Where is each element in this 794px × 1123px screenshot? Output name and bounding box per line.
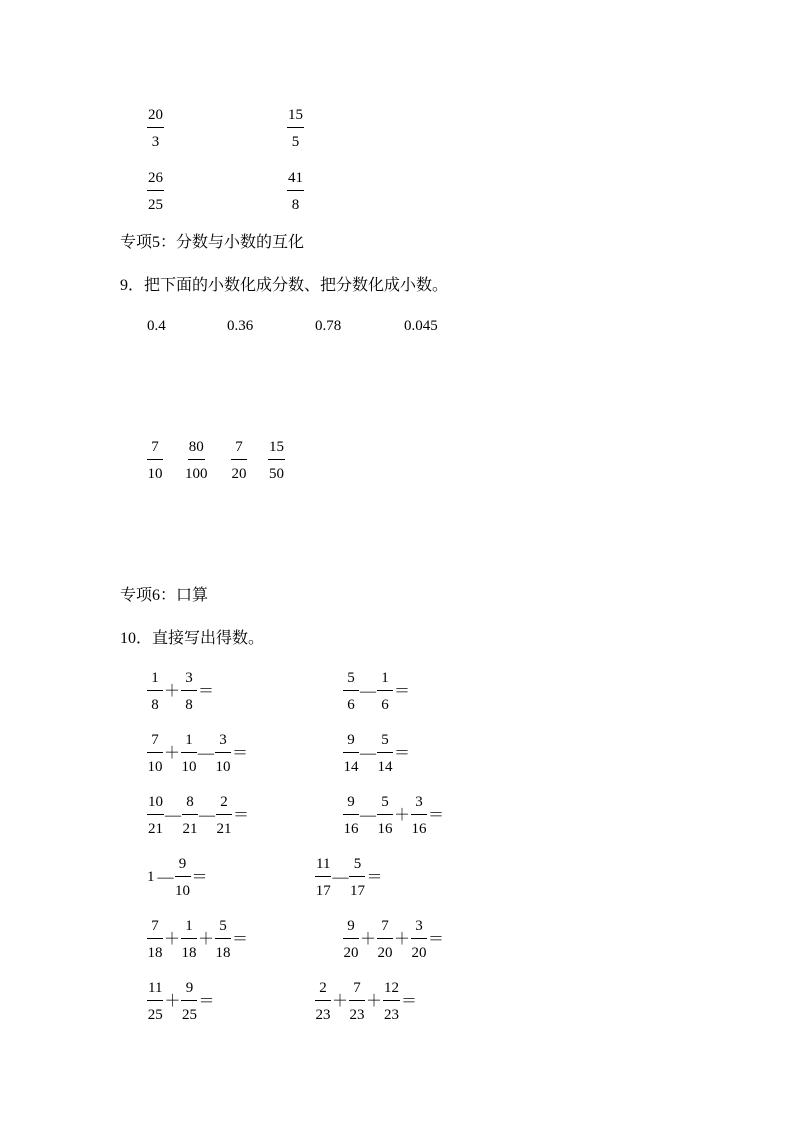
operator: ＋	[366, 992, 383, 1010]
numerator: 9	[181, 979, 197, 1001]
operator: ＋	[198, 930, 215, 948]
fraction	[383, 979, 400, 1024]
denominator: 3	[151, 134, 160, 150]
denominator: 5	[291, 134, 300, 150]
fraction-item	[268, 438, 285, 483]
operator: ＝	[232, 930, 249, 948]
denominator: 14	[377, 759, 393, 775]
denominator: 10	[147, 466, 163, 482]
question-9: 9．把下面的小数化成分数、把分数化成小数。	[120, 277, 449, 294]
numerator: 7	[147, 438, 163, 460]
fraction	[377, 731, 393, 776]
whole-number: 1	[147, 869, 155, 885]
fraction	[181, 979, 197, 1024]
denominator: 16	[411, 821, 427, 837]
fraction	[377, 917, 393, 962]
operator: ＋	[164, 744, 181, 762]
fraction	[147, 731, 163, 776]
operator: ＝	[366, 868, 383, 886]
operator: ＝	[428, 806, 445, 824]
numerator: 8	[182, 793, 198, 815]
denominator: 20	[343, 945, 359, 961]
fraction	[215, 731, 231, 776]
denominator: 16	[377, 821, 393, 837]
denominator: 21	[182, 821, 198, 837]
operator: ＝	[198, 992, 215, 1010]
fraction	[411, 917, 427, 962]
denominator: 20	[377, 945, 393, 961]
denominator: 21	[148, 821, 163, 837]
fraction	[182, 793, 198, 838]
denominator: 8	[151, 697, 159, 713]
fraction	[343, 917, 359, 962]
fraction	[315, 979, 331, 1024]
operator: ＝	[401, 992, 418, 1010]
operator: ＝	[428, 930, 445, 948]
operator: ＋	[164, 930, 181, 948]
section5-title: 专项5：分数与小数的互化	[120, 234, 305, 251]
fraction	[147, 979, 163, 1024]
fraction	[315, 855, 331, 900]
denominator: 25	[147, 1007, 163, 1023]
denominator: 10	[215, 759, 231, 775]
numerator: 9	[343, 731, 359, 753]
expression-9	[147, 917, 249, 962]
expression-1	[147, 669, 215, 714]
operator: ＋	[332, 992, 349, 1010]
expression-2	[343, 669, 411, 714]
numerator: 5	[343, 669, 359, 691]
numerator: 9	[175, 855, 191, 877]
numerator: 11	[147, 979, 163, 1001]
numerator: 1	[181, 731, 197, 753]
decimal-item: 0.78	[315, 318, 342, 334]
fraction	[147, 793, 164, 838]
expression-11	[147, 979, 215, 1024]
operator: —	[198, 744, 215, 762]
numerator: 1	[181, 917, 197, 939]
operator: ＝	[232, 744, 249, 762]
operator: —	[199, 806, 215, 824]
denominator: 14	[343, 759, 359, 775]
numerator: 5	[377, 793, 393, 815]
decimal-item: 0.4	[147, 318, 166, 334]
expression-4	[343, 731, 411, 776]
denominator: 18	[215, 945, 231, 961]
operator: ＋	[164, 682, 181, 700]
denominator: 20	[231, 466, 247, 482]
denominator: 23	[349, 1007, 365, 1023]
denominator: 21	[216, 821, 232, 837]
fraction-item	[231, 438, 247, 483]
numerator: 5	[215, 917, 231, 939]
fraction	[181, 731, 197, 776]
numerator: 11	[315, 855, 331, 877]
expression-8	[315, 855, 383, 900]
fraction	[377, 793, 393, 838]
fraction	[343, 731, 359, 776]
operator: ＝	[233, 806, 250, 824]
numerator: 10	[147, 793, 164, 815]
denominator: 100	[185, 466, 208, 482]
denominator: 20	[411, 945, 427, 961]
operator: ＝	[394, 744, 411, 762]
operator: ＝	[191, 868, 208, 886]
operator: —	[332, 868, 349, 886]
fraction	[175, 855, 191, 900]
numerator: 41	[287, 169, 304, 191]
fraction	[349, 855, 365, 900]
fraction	[181, 669, 197, 714]
denominator: 10	[175, 883, 190, 899]
fraction	[377, 669, 393, 714]
denominator: 16	[343, 821, 359, 837]
fraction-41-8	[287, 169, 304, 214]
numerator: 9	[343, 793, 359, 815]
decimal-item: 0.045	[404, 318, 438, 334]
numerator: 7	[147, 731, 163, 753]
operator: ＋	[360, 930, 377, 948]
numerator: 12	[383, 979, 400, 1001]
numerator: 1	[377, 669, 393, 691]
numerator: 20	[147, 106, 164, 128]
denominator: 6	[381, 697, 389, 713]
numerator: 80	[188, 438, 205, 460]
expression-6	[343, 793, 445, 838]
numerator: 5	[377, 731, 393, 753]
numerator: 3	[215, 731, 231, 753]
expression-7	[147, 855, 209, 900]
denominator: 8	[185, 697, 193, 713]
fraction	[147, 917, 163, 962]
operator: —	[157, 868, 174, 886]
operator: ＋	[394, 930, 411, 948]
denominator: 25	[148, 197, 163, 213]
fraction-26-25	[147, 169, 164, 214]
denominator: 6	[347, 697, 355, 713]
fraction	[216, 793, 232, 838]
fraction	[343, 793, 359, 838]
fraction	[411, 793, 427, 838]
operator: —	[360, 744, 376, 762]
operator: —	[360, 806, 376, 824]
operator: ＋	[394, 806, 411, 824]
expression-3	[147, 731, 249, 776]
operator: —	[360, 682, 376, 700]
denominator: 10	[147, 759, 163, 775]
expression-10	[343, 917, 445, 962]
numerator: 26	[147, 169, 164, 191]
denominator: 17	[349, 883, 365, 899]
numerator: 7	[377, 917, 393, 939]
operator: ＝	[394, 682, 411, 700]
numerator: 3	[411, 793, 427, 815]
denominator: 50	[269, 466, 284, 482]
operator: ＋	[164, 992, 181, 1010]
numerator: 7	[147, 917, 163, 939]
numerator: 3	[411, 917, 427, 939]
expression-5	[147, 793, 250, 838]
operator: —	[165, 806, 181, 824]
numerator: 5	[349, 855, 365, 877]
denominator: 10	[181, 759, 197, 775]
numerator: 1	[147, 669, 163, 691]
denominator: 17	[315, 883, 331, 899]
fraction-15-5	[287, 106, 304, 151]
numerator: 7	[231, 438, 247, 460]
denominator: 18	[147, 945, 163, 961]
denominator: 8	[291, 197, 300, 213]
numerator: 9	[343, 917, 359, 939]
numerator: 2	[315, 979, 331, 1001]
fraction-item	[185, 438, 208, 483]
numerator: 3	[181, 669, 197, 691]
fraction-item	[147, 438, 163, 483]
expression-12	[315, 979, 418, 1024]
operator: ＝	[198, 682, 215, 700]
fraction-20-3	[147, 106, 164, 151]
denominator: 23	[315, 1007, 331, 1023]
question-10: 10．直接写出得数。	[120, 630, 265, 647]
denominator: 23	[384, 1007, 400, 1023]
numerator: 15	[268, 438, 285, 460]
denominator: 25	[181, 1007, 197, 1023]
fraction	[181, 917, 197, 962]
section6-title: 专项6：口算	[120, 587, 209, 604]
fraction	[343, 669, 359, 714]
fraction	[147, 669, 163, 714]
denominator: 18	[181, 945, 197, 961]
decimal-item: 0.36	[227, 318, 254, 334]
fraction	[215, 917, 231, 962]
numerator: 7	[349, 979, 365, 1001]
fraction	[349, 979, 365, 1024]
numerator: 15	[287, 106, 304, 128]
numerator: 2	[216, 793, 232, 815]
